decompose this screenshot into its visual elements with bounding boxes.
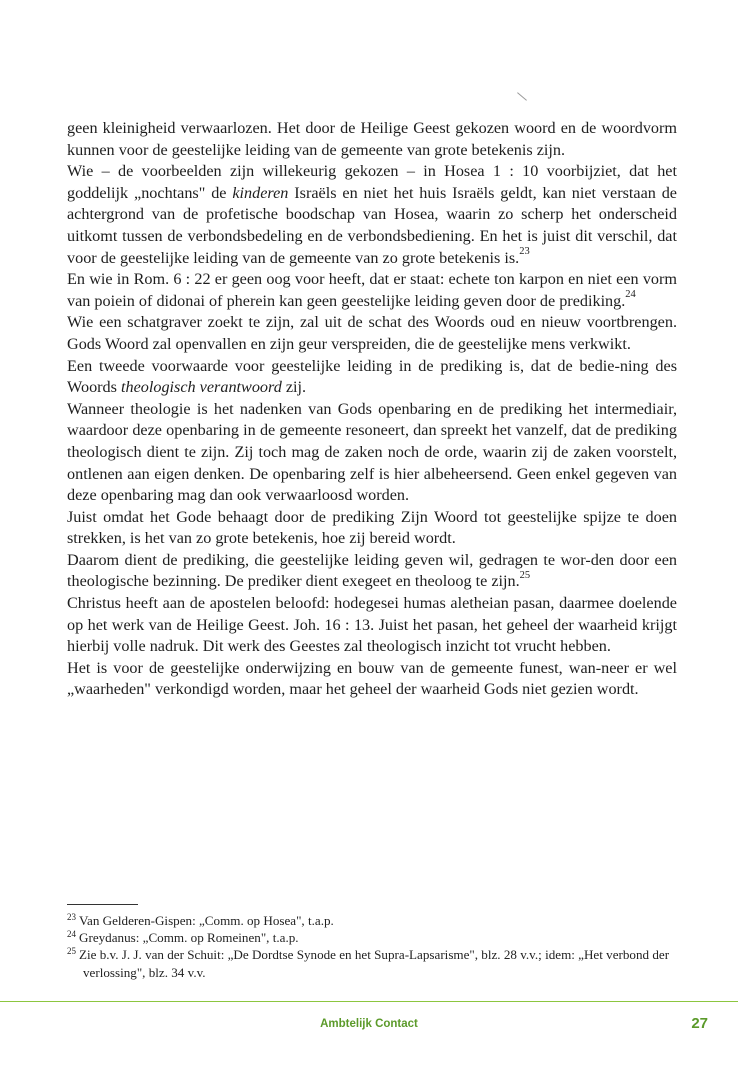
footnote-ref: 23	[519, 246, 530, 258]
footnotes	[67, 912, 687, 981]
footnote-divider	[67, 904, 138, 905]
footnote-number: 23	[67, 911, 76, 922]
emphasis: kinderen	[232, 183, 289, 202]
footnote-number: 25	[67, 946, 76, 957]
page-number: 27	[691, 1015, 708, 1032]
paragraph-9: Christus heeft aan de apostelen beloofd: hodegesei humas aletheian pasan, daarmee doelende op het werk van de Heilige Geest. Joh. 16 : 13. Juist het pasan, het geheel der waarheid krijgt hierbij volle nadruk. Dit werk des Geestes zal theologisch inzicht tot vrucht hebben.	[67, 594, 677, 656]
footnote-ref: 24	[625, 289, 636, 301]
paragraph-6: Wanneer theologie is het nadenken van Gods openbaring en de prediking het intermediair, waardoor deze openbaring in de gemeente resoneert, dan spreekt het vanzelf, dat de prediking theologisch dient te zijn. Zij toch mag de zaken noch de orde, waarin zij de zaken voorstelt, ontlenen aan eigen denken. De openbaring zelf is hier albeheersend. Geen enkel gegeven van deze openbaring mag dan ook verwaarloosd worden.	[67, 399, 677, 505]
paragraph-4: Wie een schatgraver zoekt te zijn, zal uit de schat des Woords oud en nieuw voortbrengen. Gods Woord zal openvallen en zijn geur verspreiden, die de geestelijke mens verkwikt.	[67, 313, 677, 353]
scan-mark	[517, 92, 527, 100]
paragraph-3: En wie in Rom. 6 : 22 er geen oog voor heeft, dat er staat: echete ton karpon en niet een vorm van poiein of didonai of pherein kan geen geestelijke leiding geven door de prediking.$^{24}$	[67, 270, 677, 310]
paragraph-5: Een tweede voorwaarde voor geestelijke leiding in de prediking is, dat de bedie-ning des Woords theologisch verantwoord zij.	[67, 356, 677, 397]
footnote: $^{24}$ Greydanus: „Comm. op Romeinen", t.a.p.	[67, 928, 299, 946]
body-text	[67, 118, 677, 701]
paragraph-2: Wie – de voorbeelden zijn willekeurig gekozen – in Hosea 1 : 10 voorbijziet, dat het goddelijk „nochtans" de kinderen Israëls en niet het huis Israëls geldt, kan niet verstaan de achtergrond van de profetische boodschap van Hosea, waarin zo scherp het onderscheid uitkomt tussen de verbondsbedeling en de verbondsbediening. En het is juist dit verschil, dat voor de geestelijke leiding van de gemeente van zo grote betekenis is.$^{23}$	[67, 162, 677, 267]
footnote: $^{23}$ Van Gelderen-Gispen: „Comm. op Hosea", t.a.p.	[67, 911, 334, 928]
footnote: $^{25}$ Zie b.v. J. J. van der Schuit: „De Dordtse Synode en het Supra-Lapsarisme", blz. 28 v.v.; idem: „Het verbond der verlossing", blz. 34 v.v.	[67, 946, 670, 980]
footnote-number: 24	[67, 928, 76, 939]
paragraph-8: Daarom dient de prediking, die geestelijke leiding geven wil, gedragen te wor-den door een theologische bezinning. De prediker dient exegeet en theoloog te zijn.$^{25}$	[67, 550, 677, 591]
footer-publication-title: Ambtelijk Contact	[320, 1018, 418, 1030]
paragraph-1: geen kleinigheid verwaarlozen. Het door de Heilige Geest gekozen woord en de woordvorm kunnen voor de geestelijke leiding van de gemeente van grote betekenis zijn.	[67, 119, 677, 159]
emphasis: theologisch verantwoord	[121, 378, 282, 397]
footer-divider	[0, 1001, 738, 1002]
paragraph-7: Juist omdat het Gode behaagt door de prediking Zijn Woord tot geestelijke spijze te doen strekken, is het van zo grote betekenis, hoe zij bereid wordt.	[67, 507, 677, 548]
paragraph-10: Het is voor de geestelijke onderwijzing en bouw van de gemeente funest, wan-neer er wel „waarheden" verkondigd worden, maar het geheel der waarheid Gods niet gezien wordt.	[67, 658, 677, 699]
footnote-ref: 25	[519, 569, 531, 581]
